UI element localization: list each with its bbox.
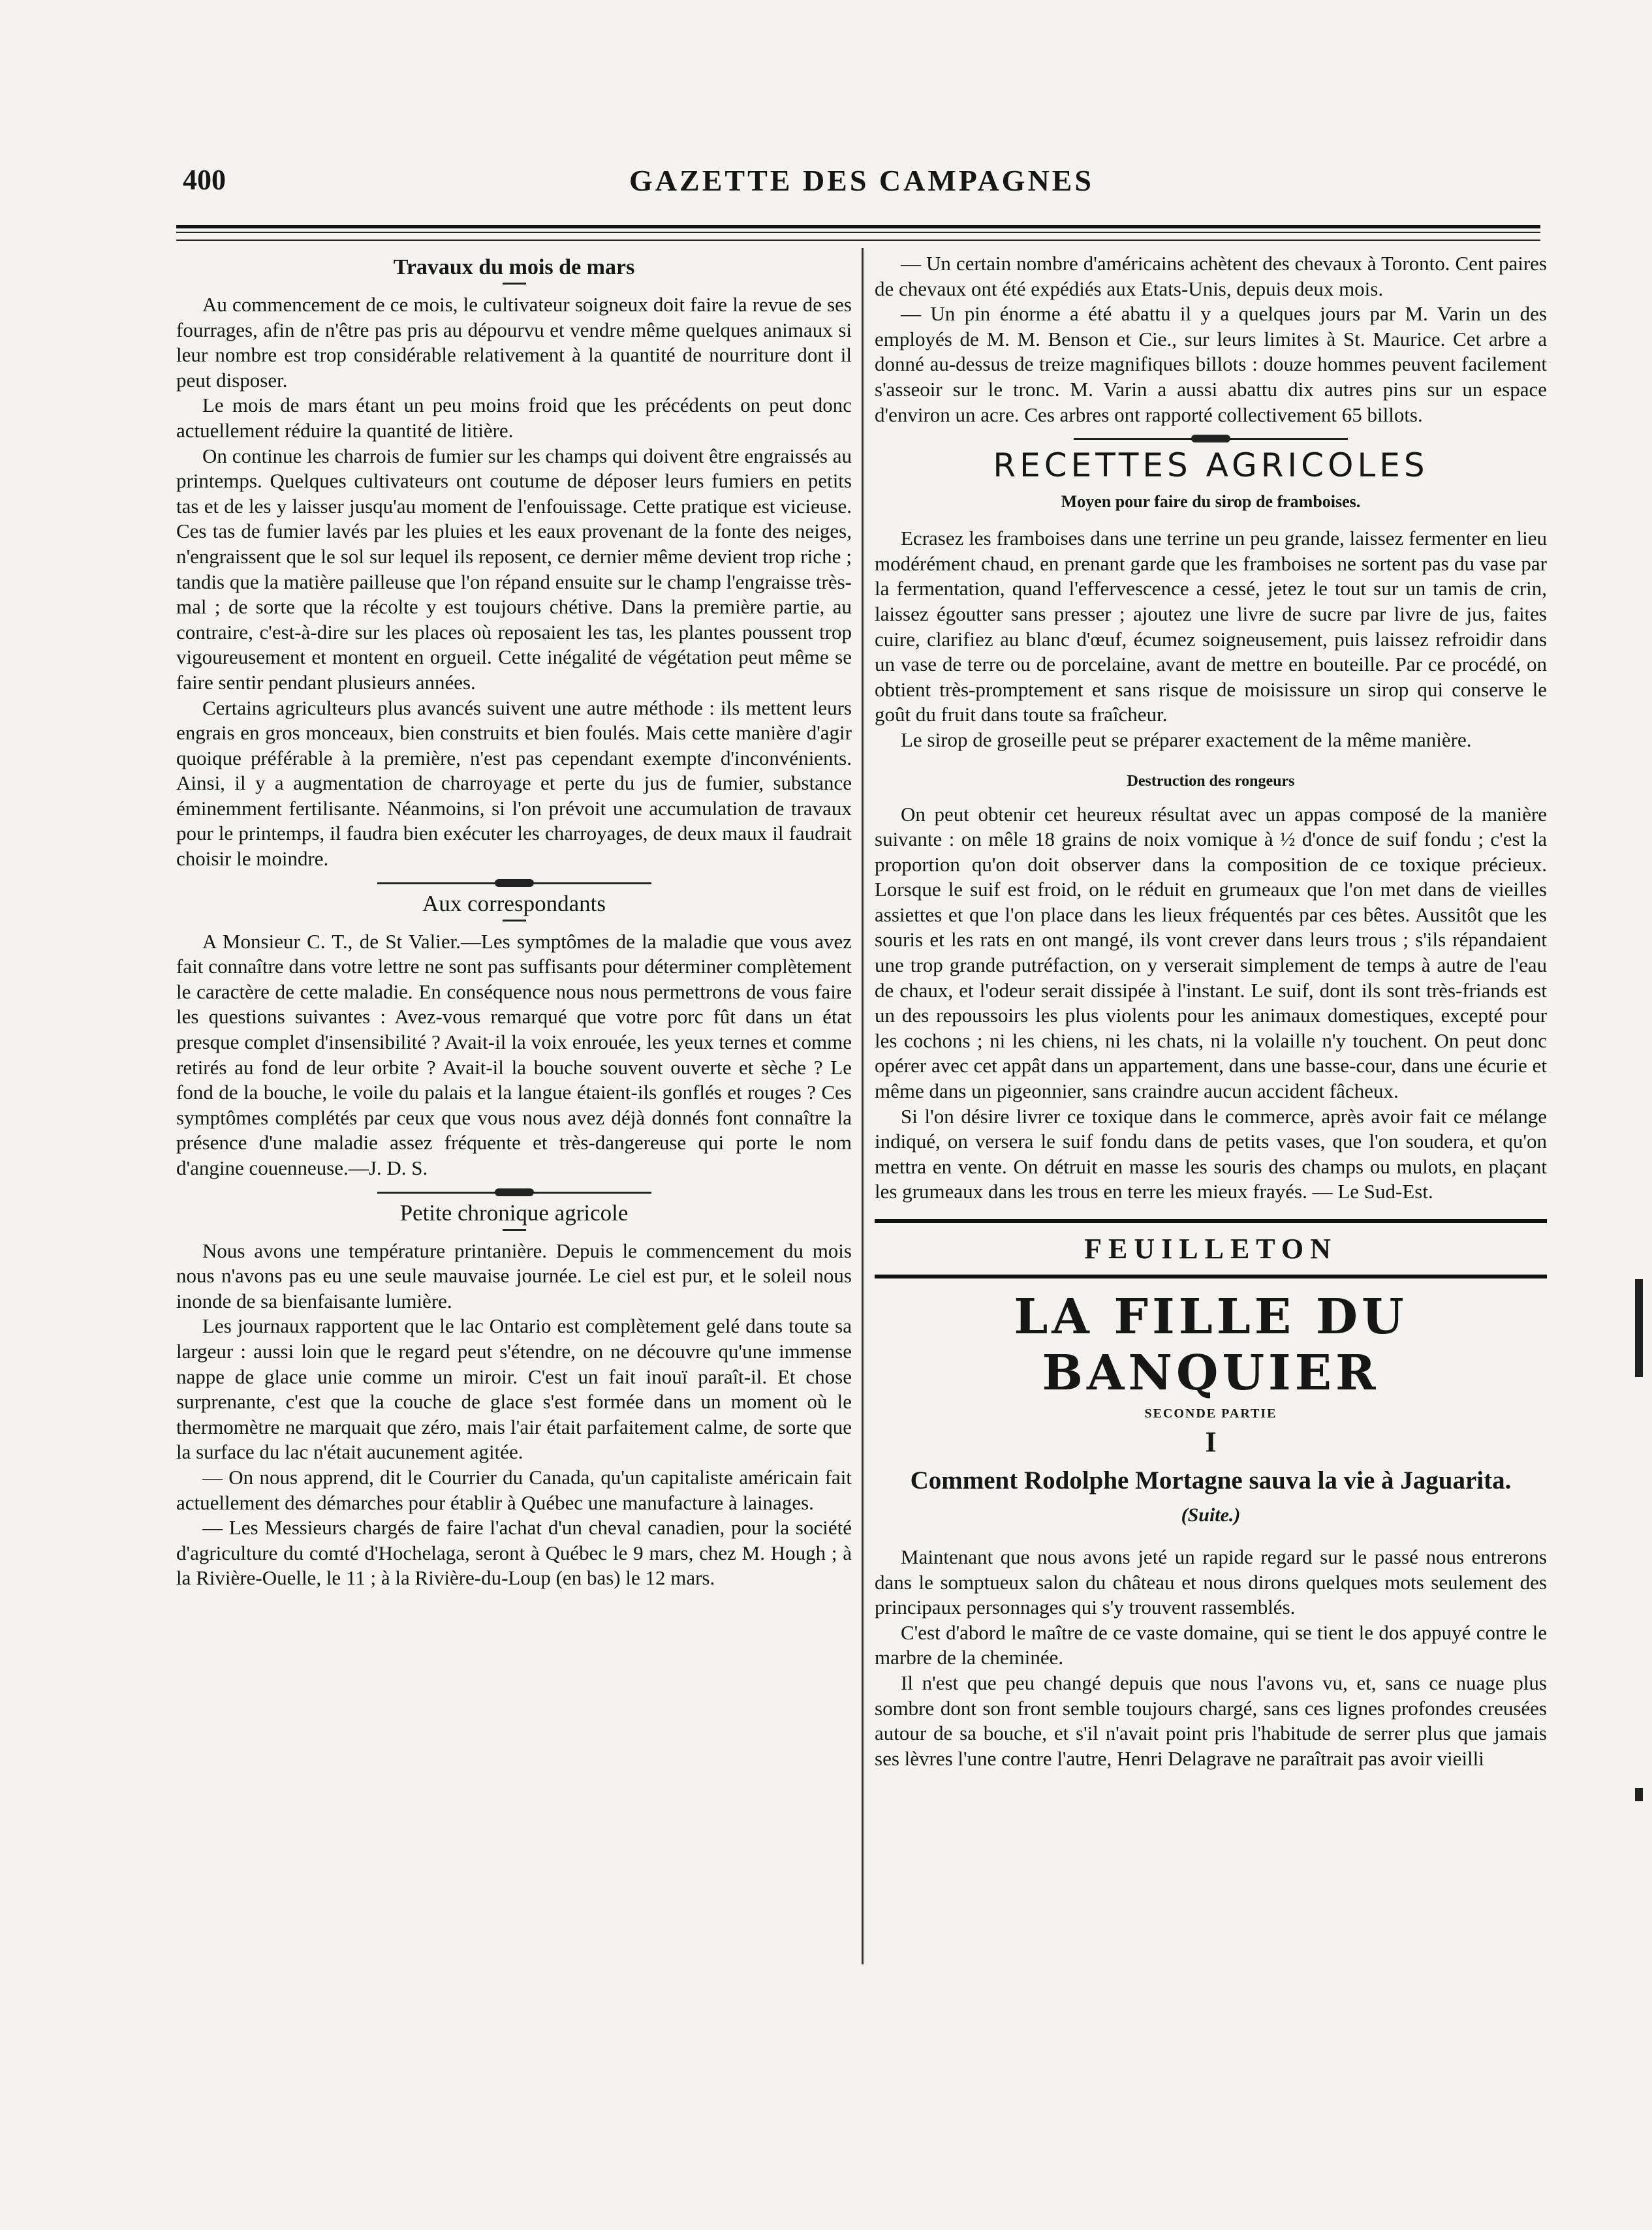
recipe-subtitle: Destruction des rongeurs bbox=[1127, 772, 1295, 790]
recipe-subtitle: Moyen pour faire du sirop de framboises. bbox=[1061, 492, 1361, 512]
newspaper-title: GAZETTE DES CAMPAGNES bbox=[629, 164, 1094, 197]
article-chronique bbox=[176, 1200, 852, 1591]
suite-label: (Suite.) bbox=[1181, 1504, 1241, 1526]
article-title: Aux correspondants bbox=[422, 890, 606, 916]
paragraph: Le sirop de groseille peut se préparer exactement de la même manière. bbox=[901, 728, 1472, 751]
paragraph: Le mois de mars étant un peu moins froid que les précédents on peut donc actuellement réduire la quantité de litière. bbox=[176, 394, 852, 442]
paragraph: A Monsieur C. T., de St Valier.—Les symptômes de la maladie que vous avez fait connaître dans votre lettre ne sont pas suffisants pour déterminer complètement le caractère de cette maladie. En conséquence nous nous permettrons de vous faire les questions suivantes : Avez-vous remarqué que votre porc fût dans un état presque complet d'insensibilité ? Avait-il la voix enrouée, les yeux ternes et comme retirés au fond de leur orbite ? Avait-il la bouche souvent ouverte et sèche ? Le fond de la bouche, le voile du palais et la langue étaient-ils gonflés et rouges ? Ces symptômes complétés par ceux que vous nous avez déjà donnés font connaître la présence d'une maladie assez fréquente et très-dangereuse qui porte le nom d'angine couenneuse.—J. D. S. bbox=[176, 929, 852, 1179]
novel-title: LA FILLE DU BANQUIER bbox=[1014, 1289, 1408, 1401]
section-ornament bbox=[377, 882, 651, 884]
feuilleton-label: FEUILLETON bbox=[1084, 1233, 1337, 1265]
feuilleton-rule bbox=[875, 1219, 1547, 1223]
part-label: SECONDE PARTIE bbox=[1144, 1406, 1277, 1421]
paragraph: Au commencement de ce mois, le cultivateur soigneux doit faire la revue de ses fourrages, afin de n'être pas pris au dépourvu et vendre même quelques animaux si leur nombre est trop considérable relativement à la quantité de nourriture dont il peut disposer. bbox=[176, 293, 852, 392]
chapter-title: Comment Rodolphe Mortagne sauva la vie à Jaguarita. bbox=[910, 1466, 1512, 1494]
article-travaux bbox=[176, 255, 852, 872]
right-column bbox=[875, 251, 1547, 1771]
page-header bbox=[183, 163, 1540, 202]
paragraph: Il n'est que peu changé depuis que nous l'avons vu, et, sans ce nuage plus sombre dont son front semble toujours chargé, sans ces lignes profondes creusées autour de sa bouche, et s'il n'avait point pris l'habitude de serrer plus que jamais ses lèvres l'une contre l'autre, Henri Delagrave ne paraîtrait pas avoir vieilli bbox=[875, 1671, 1547, 1770]
paragraph: On continue les charrois de fumier sur les champs qui doivent être engraissés au printemps. Quelques cultivateurs ont coutume de déposer leurs fumiers en petits tas et de les y laisser jusqu'au moment de l'enfouissage. Cette pratique est vicieuse. Ces tas de fumier lavés par les pluies et les eaux provenant de la fonte des neiges, n'engraissent que le sol sur lequel ils reposent, ce dernier même devient trop riche ; tandis que la matière pailleuse que l'on répand ensuite sur le champ l'engraisse très-mal ; de sorte que la récolte y est toujours chétive. Dans la première partie, au contraire, c'est-à-dire sur les places où reposaient les tas, les plantes poussent trop vigoureusement et montent en orgueil. Cette inégalité de végétation peut même se faire sentir pendant plusieurs années. bbox=[176, 444, 852, 694]
paragraph: — Les Messieurs chargés de faire l'achat d'un cheval canadien, pour la société d'agriculture du comté d'Hochelaga, seront à Québec le 9 mars, chez M. Hough ; à la Rivière-Ouelle, le 11 ; à la Rivière-du-Loup (en bas) le 12 mars. bbox=[176, 1516, 852, 1590]
header-rule bbox=[176, 225, 1540, 228]
title-rule bbox=[503, 1229, 526, 1231]
header-rule-thin bbox=[176, 232, 1540, 233]
left-column bbox=[176, 251, 852, 1591]
paragraph: Si l'on désire livrer ce toxique dans le commerce, après avoir fait ce mélange indiqué, on versera le suif fondu dans de petits vases, que l'on soudera, et qu'on mettra en vente. On détruit en masse les souris des champs ou mulots, en plaçant les grumeaux dans les trous en terre les mieux frayés. — Le Sud-Est. bbox=[875, 1104, 1547, 1203]
news-item: — Un pin énorme a été abattu il y a quelques jours par M. Varin un des employés de M. M. Benson et Cie., sur leurs limites à St. Maurice. Cet arbre a donné au-dessus de treize magnifiques billots : douze hommes peuvent facilement s'asseoir sur le tronc. M. Varin a aussi abattu dix autres pins sur un espace d'environ un acre. Ces arbres ont rapporté collectivement 65 billots. bbox=[875, 302, 1547, 426]
news-items bbox=[875, 251, 1547, 427]
header-rule-thin-2 bbox=[176, 240, 1540, 241]
recettes-title: RECETTES AGRICOLES bbox=[993, 446, 1429, 485]
section-ornament bbox=[1074, 438, 1348, 440]
paragraph: On peut obtenir cet heureux résultat avec un appas composé de la manière suivante : on mêle 18 grains de noix vomique à ½ d'once de suif fondu ; c'est la proportion qu'on doit observer dans la composition de ce toxique précieux. Lorsque le suif est froid, on le réduit en grumeaux que l'on met dans de vieilles assiettes et que l'on place dans les lieux fréquentés par ces bêtes. Aussitôt que les souris et les rats en ont mangé, ils vont crever dans leurs trous ; s'ils répandaient une trop grande putréfaction, on y verserait simplement de temps à autre de l'eau de chaux, et l'odeur serait dissipée à l'instant. Le suif, dont ils sont très-friands est un des repoussoirs les plus violents pour les animaux domestiques, excepté pour les cochons ; ni les chiens, ni les chats, ni la volaille n'y touchent. On peut donc opérer avec cet appât dans un appartement, dans une basse-cour, dans une écurie et même dans un pigeonnier, sans craindre aucun accident fâcheux. bbox=[875, 802, 1547, 1103]
section-ornament bbox=[377, 1192, 651, 1194]
paragraph: Ecrasez les framboises dans une terrine un peu grande, laissez fermenter en lieu modérément chaud, en prenant garde que les framboises ne sortent pas du vase par la fermentation, quand l'effervescence a cessé, jetez le tout sur un tamis de crin, laissez égoutter sans presser ; ajoutez une livre de sucre par livre de jus, faites cuire, clarifiez au blanc d'œuf, écumez soigneusement, puis laissez refroidir dans un vase de terre ou de porcelaine, avant de mettre en bouteille. Par ce procédé, on obtient très-promptement et sans risque de moisissure un sirop qui conserve le goût du fruit dans toute sa fraîcheur. bbox=[875, 527, 1547, 726]
feuilleton bbox=[875, 1232, 1547, 1771]
title-rule bbox=[503, 283, 526, 285]
chapter-number: I bbox=[1205, 1426, 1217, 1458]
page-number: 400 bbox=[183, 164, 226, 196]
paragraph: C'est d'abord le maître de ce vaste domaine, qui se tient le dos appuyé contre le marbre de la cheminée. bbox=[875, 1620, 1547, 1669]
paragraph: Certains agriculteurs plus avancés suivent une autre méthode : ils mettent leurs engrais en gros monceaux, bien construits et bien foulés. Mais cette manière d'agir quoique préférable à la première, n'est pas cependant exempte d'inconvénients. Ainsi, il y a augmentation de charroyage et perte du jus de fumier, substance éminemment fertilisante. Néanmoins, si l'on prévoit une accumulation de travaux pour le printemps, il faudra bien exécuter les charroyages, de deux maux il faudrait choisir le moindre. bbox=[176, 696, 852, 871]
article-recettes bbox=[875, 446, 1547, 1205]
paragraph: Les journaux rapportent que le lac Ontario est complètement gelé dans toute sa largeur : aussi loin que le regard peut s'étendre, on ne découvre qu'une immense nappe de glace unie comme un miroir. C'est un fait inouï paraît-il. Et chose surprenante, c'est que la couche de glace s'est formée dans un moment où le thermomètre ne marquait que zéro, mais l'air était parfaitement calme, de sorte que la surface du lac n'était aucunement agitée. bbox=[176, 1314, 852, 1464]
column-divider bbox=[862, 248, 864, 1964]
paragraph: — On nous apprend, dit le Courrier du Canada, qu'un capitaliste américain fait actuellement des démarches pour établir à Québec une manufacture à lainages. bbox=[176, 1465, 852, 1514]
paragraph: Maintenant que nous avons jeté un rapide regard sur le passé nous entrerons dans le somptueux salon du château et nous dirons quelques mots seulement des principaux personnages qui s'y trouvent rassemblés. bbox=[875, 1545, 1547, 1619]
paragraph: Nous avons une température printanière. Depuis le commencement du mois nous n'avons pas eu une seule mauvaise journée. Le ciel est pur, et le soleil nous inonde de sa bienfaisante lumière. bbox=[176, 1239, 852, 1312]
scan-edge-mark bbox=[1635, 1279, 1643, 1377]
article-title: Travaux du mois de mars bbox=[393, 255, 635, 279]
article-correspondants bbox=[176, 891, 852, 1181]
article-title: Petite chronique agricole bbox=[399, 1200, 629, 1226]
title-rule bbox=[503, 920, 526, 921]
feuilleton-rule-lower bbox=[875, 1275, 1547, 1278]
scan-edge-mark bbox=[1635, 1788, 1643, 1801]
news-item: — Un certain nombre d'américains achètent des chevaux à Toronto. Cent paires de chevaux ont été expédiés aux Etats-Unis, depuis deux mois. bbox=[875, 252, 1547, 300]
